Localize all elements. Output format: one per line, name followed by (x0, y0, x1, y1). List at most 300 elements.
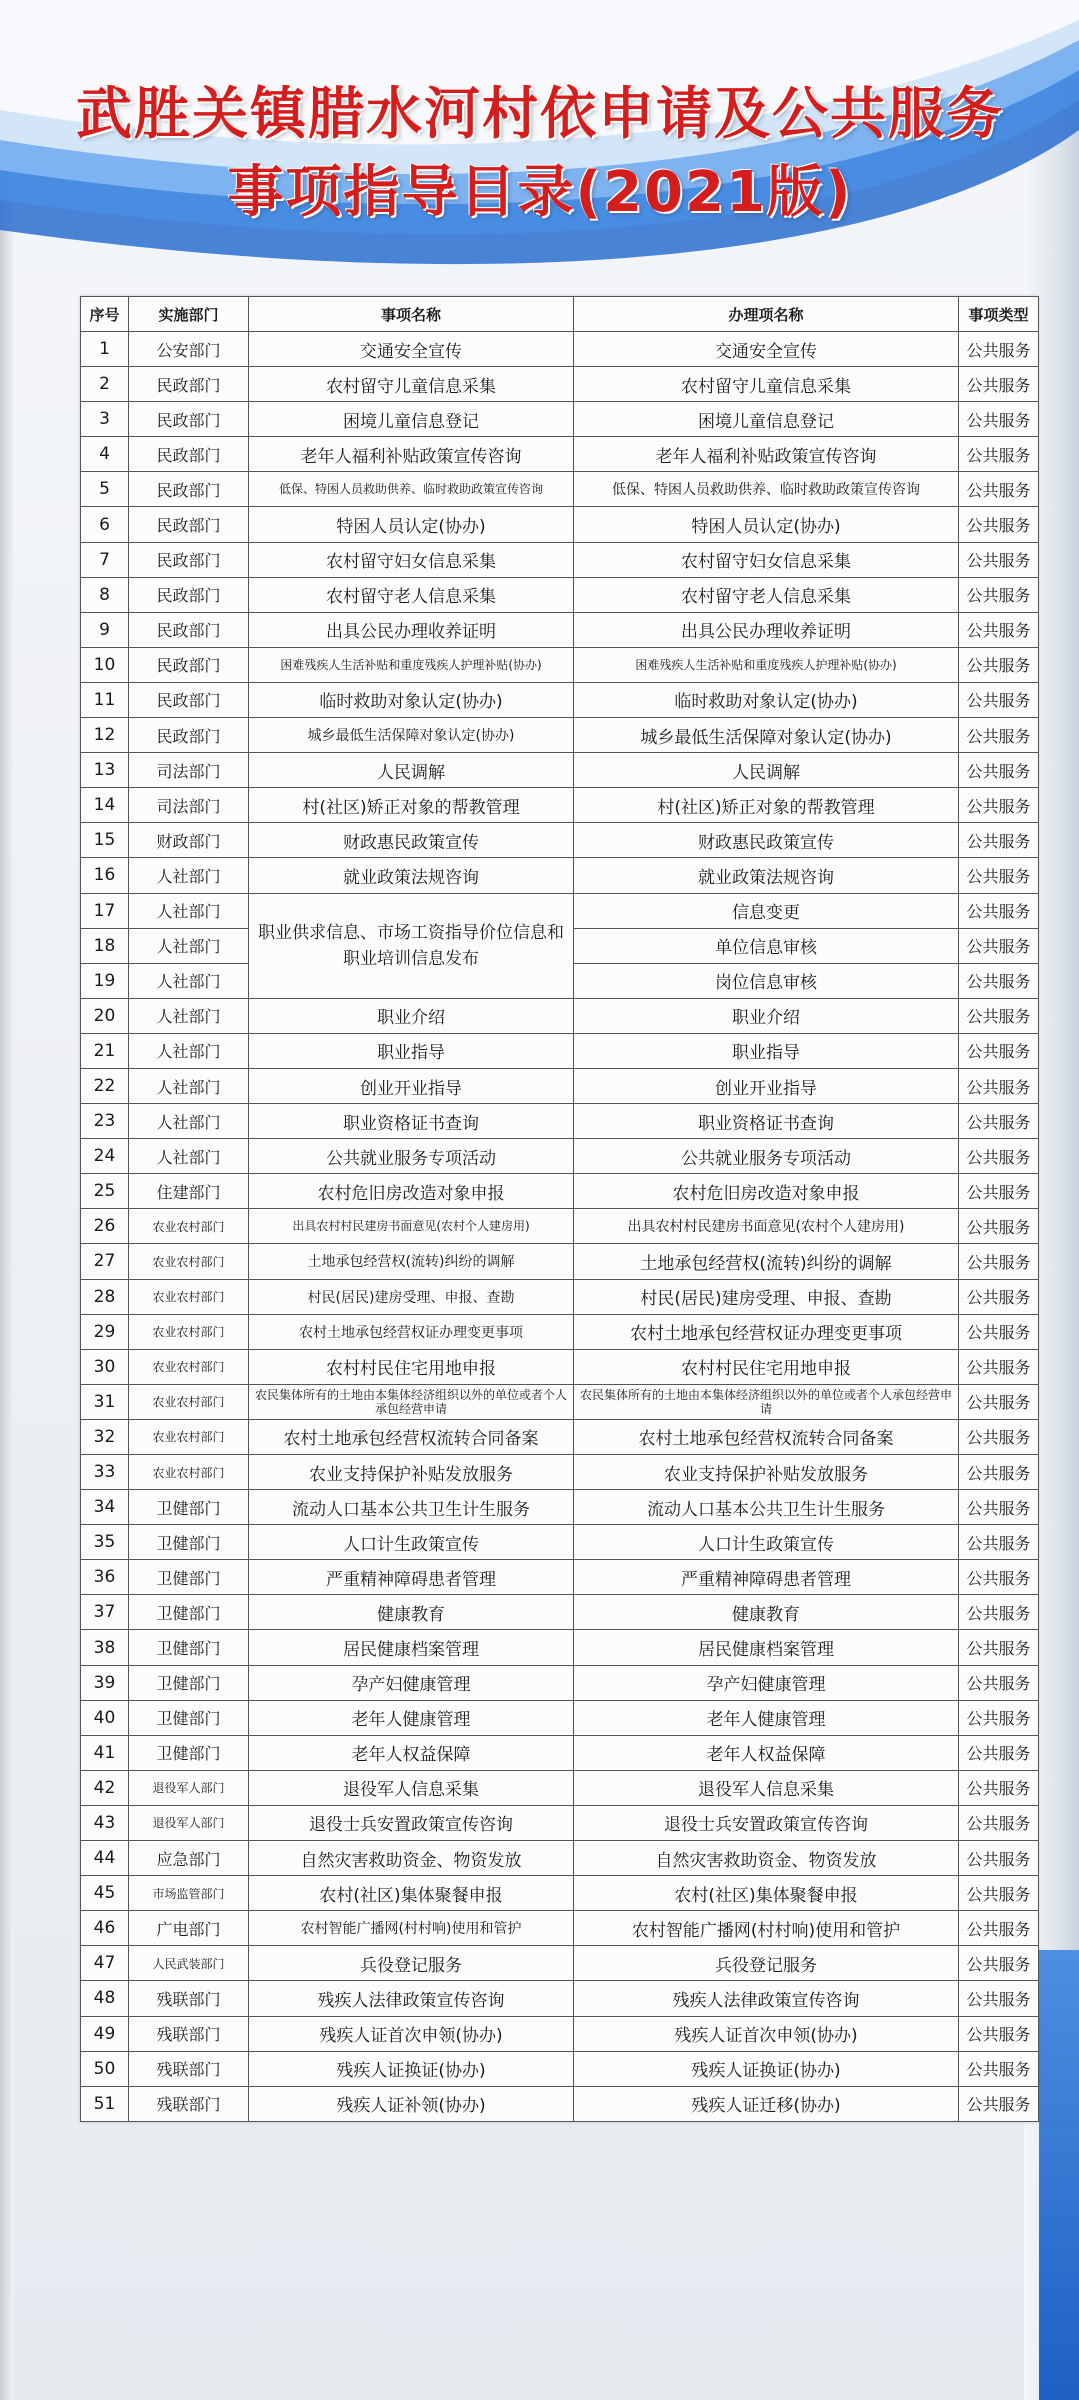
row-item-name: 严重精神障碍患者管理 (249, 1560, 574, 1595)
row-item-name: 创业开业指导 (249, 1068, 574, 1103)
row-type: 公共服务 (959, 472, 1039, 507)
row-department: 民政部门 (129, 647, 249, 682)
row-type: 公共服务 (959, 928, 1039, 963)
header-dept: 实施部门 (129, 297, 249, 332)
row-item-name: 流动人口基本公共卫生计生服务 (249, 1490, 574, 1525)
row-department: 民政部门 (129, 542, 249, 577)
row-department: 退役军人部门 (129, 1805, 249, 1840)
row-number: 23 (81, 1104, 129, 1139)
row-handle-name: 人民调解 (574, 753, 959, 788)
row-department: 广电部门 (129, 1911, 249, 1946)
row-type: 公共服务 (959, 1525, 1039, 1560)
header-item: 事项名称 (249, 297, 574, 332)
row-handle-name: 职业指导 (574, 1033, 959, 1068)
row-number: 20 (81, 998, 129, 1033)
row-department: 人社部门 (129, 1104, 249, 1139)
row-item-name: 困难残疾人生活补贴和重度残疾人护理补贴(协办) (249, 647, 574, 682)
table-row (81, 1174, 1039, 1209)
row-number: 32 (81, 1419, 129, 1454)
row-type: 公共服务 (959, 1314, 1039, 1349)
row-department: 卫健部门 (129, 1700, 249, 1735)
row-department: 财政部门 (129, 823, 249, 858)
row-number: 15 (81, 823, 129, 858)
row-department: 民政部门 (129, 682, 249, 717)
row-number: 46 (81, 1911, 129, 1946)
row-item-name: 农村留守儿童信息采集 (249, 367, 574, 402)
row-type: 公共服务 (959, 1419, 1039, 1454)
row-type: 公共服务 (959, 858, 1039, 893)
table-row (81, 1981, 1039, 2016)
row-type: 公共服务 (959, 1174, 1039, 1209)
row-handle-name: 出具公民办理收养证明 (574, 612, 959, 647)
row-item-name: 退役士兵安置政策宣传咨询 (249, 1805, 574, 1840)
row-item-name: 出具农村村民建房书面意见(农村个人建房用) (249, 1209, 574, 1244)
row-number: 11 (81, 682, 129, 717)
row-item-name: 农业支持保护补贴发放服务 (249, 1455, 574, 1490)
row-item-name: 老年人福利补贴政策宣传咨询 (249, 437, 574, 472)
row-type: 公共服务 (959, 1630, 1039, 1665)
row-handle-name: 职业资格证书查询 (574, 1104, 959, 1139)
row-type: 公共服务 (959, 718, 1039, 753)
row-number: 45 (81, 1876, 129, 1911)
row-department: 公安部门 (129, 332, 249, 367)
row-number: 14 (81, 788, 129, 823)
row-handle-name: 残疾人法律政策宣传咨询 (574, 1981, 959, 2016)
row-item-name: 特困人员认定(协办) (249, 507, 574, 542)
row-department: 残联部门 (129, 2086, 249, 2121)
row-item-name: 农民集体所有的土地由本集体经济组织以外的单位或者个人承包经营申请 (249, 1384, 574, 1419)
row-type: 公共服务 (959, 1139, 1039, 1174)
table-row (81, 1560, 1039, 1595)
banner-left-edge (0, 0, 14, 2400)
row-handle-name: 农村留守妇女信息采集 (574, 542, 959, 577)
row-handle-name: 兵役登记服务 (574, 1946, 959, 1981)
row-department: 人社部门 (129, 928, 249, 963)
row-handle-name: 居民健康档案管理 (574, 1630, 959, 1665)
row-department: 人社部门 (129, 858, 249, 893)
row-number: 49 (81, 2016, 129, 2051)
row-handle-name: 农村(社区)集体聚餐申报 (574, 1876, 959, 1911)
row-type: 公共服务 (959, 1700, 1039, 1735)
service-table (80, 296, 1038, 2122)
table-row (81, 1455, 1039, 1490)
row-type: 公共服务 (959, 1911, 1039, 1946)
row-number: 38 (81, 1630, 129, 1665)
row-type: 公共服务 (959, 402, 1039, 437)
row-handle-name: 严重精神障碍患者管理 (574, 1560, 959, 1595)
row-department: 卫健部门 (129, 1630, 249, 1665)
table-row (81, 1104, 1039, 1139)
row-number: 12 (81, 718, 129, 753)
row-department: 卫健部门 (129, 1525, 249, 1560)
row-handle-name: 农村留守儿童信息采集 (574, 367, 959, 402)
row-number: 4 (81, 437, 129, 472)
row-department: 民政部门 (129, 718, 249, 753)
table-row (81, 2086, 1039, 2121)
row-type: 公共服务 (959, 507, 1039, 542)
row-handle-name: 老年人权益保障 (574, 1735, 959, 1770)
row-number: 27 (81, 1244, 129, 1279)
row-item-name: 农村智能广播网(村村响)使用和管护 (249, 1911, 574, 1946)
row-handle-name: 财政惠民政策宣传 (574, 823, 959, 858)
row-number: 43 (81, 1805, 129, 1840)
row-type: 公共服务 (959, 612, 1039, 647)
row-item-name: 村(社区)矫正对象的帮教管理 (249, 788, 574, 823)
row-type: 公共服务 (959, 823, 1039, 858)
row-handle-name: 临时救助对象认定(协办) (574, 682, 959, 717)
row-department: 住建部门 (129, 1174, 249, 1209)
row-department: 卫健部门 (129, 1735, 249, 1770)
row-department: 民政部门 (129, 577, 249, 612)
row-type: 公共服务 (959, 1735, 1039, 1770)
row-number: 24 (81, 1139, 129, 1174)
row-handle-name: 村民(居民)建房受理、申报、查勘 (574, 1279, 959, 1314)
row-handle-name: 信息变更 (574, 893, 959, 928)
row-number: 51 (81, 2086, 129, 2121)
table-row (81, 1911, 1039, 1946)
row-item-name: 退役军人信息采集 (249, 1770, 574, 1805)
row-type: 公共服务 (959, 1104, 1039, 1139)
row-handle-name: 单位信息审核 (574, 928, 959, 963)
table-row (81, 577, 1039, 612)
row-item-name: 职业介绍 (249, 998, 574, 1033)
row-handle-name: 公共就业服务专项活动 (574, 1139, 959, 1174)
row-handle-name: 土地承包经营权(流转)纠纷的调解 (574, 1244, 959, 1279)
row-type: 公共服务 (959, 1244, 1039, 1279)
row-handle-name: 困难残疾人生活补贴和重度残疾人护理补贴(协办) (574, 647, 959, 682)
row-handle-name: 残疾人证首次申领(协办) (574, 2016, 959, 2051)
row-type: 公共服务 (959, 1068, 1039, 1103)
row-department: 人社部门 (129, 1033, 249, 1068)
row-item-name: 就业政策法规咨询 (249, 858, 574, 893)
table-row (81, 1630, 1039, 1665)
row-handle-name: 城乡最低生活保障对象认定(协办) (574, 718, 959, 753)
table-row (81, 2051, 1039, 2086)
row-type: 公共服务 (959, 1770, 1039, 1805)
row-department: 人社部门 (129, 1139, 249, 1174)
row-item-name: 职业指导 (249, 1033, 574, 1068)
row-type: 公共服务 (959, 1279, 1039, 1314)
table-row (81, 1139, 1039, 1174)
table-row (81, 1279, 1039, 1314)
row-type: 公共服务 (959, 1349, 1039, 1384)
row-number: 16 (81, 858, 129, 893)
row-handle-name: 健康教育 (574, 1595, 959, 1630)
row-department: 卫健部门 (129, 1595, 249, 1630)
row-handle-name: 低保、特困人员救助供养、临时救助政策宣传咨询 (574, 472, 959, 507)
row-department: 民政部门 (129, 367, 249, 402)
row-number: 40 (81, 1700, 129, 1735)
row-handle-name: 流动人口基本公共卫生计生服务 (574, 1490, 959, 1525)
row-number: 36 (81, 1560, 129, 1595)
row-number: 3 (81, 402, 129, 437)
row-number: 50 (81, 2051, 129, 2086)
row-type: 公共服务 (959, 1490, 1039, 1525)
row-item-name: 村民(居民)建房受理、申报、查勘 (249, 1279, 574, 1314)
row-item-name: 农村留守妇女信息采集 (249, 542, 574, 577)
row-number: 8 (81, 577, 129, 612)
table-row (81, 367, 1039, 402)
row-handle-name: 人口计生政策宣传 (574, 1525, 959, 1560)
row-number: 42 (81, 1770, 129, 1805)
row-type: 公共服务 (959, 2051, 1039, 2086)
row-handle-name: 职业介绍 (574, 998, 959, 1033)
row-item-name: 交通安全宣传 (249, 332, 574, 367)
row-number: 48 (81, 1981, 129, 2016)
row-type: 公共服务 (959, 367, 1039, 402)
row-type: 公共服务 (959, 1805, 1039, 1840)
table-row (81, 1876, 1039, 1911)
table-row (81, 1384, 1039, 1419)
row-type: 公共服务 (959, 753, 1039, 788)
row-number: 44 (81, 1841, 129, 1876)
row-item-name: 低保、特困人员救助供养、临时救助政策宣传咨询 (249, 472, 574, 507)
row-type: 公共服务 (959, 647, 1039, 682)
table-body (81, 332, 1039, 2122)
row-department: 残联部门 (129, 2016, 249, 2051)
table-row (81, 893, 1039, 928)
row-department: 农业农村部门 (129, 1419, 249, 1454)
table-row (81, 1735, 1039, 1770)
row-number: 30 (81, 1349, 129, 1384)
row-item-name: 残疾人法律政策宣传咨询 (249, 1981, 574, 2016)
row-type: 公共服务 (959, 1946, 1039, 1981)
table-row (81, 858, 1039, 893)
row-department: 农业农村部门 (129, 1279, 249, 1314)
row-department: 农业农村部门 (129, 1349, 249, 1384)
row-number: 28 (81, 1279, 129, 1314)
row-number: 22 (81, 1068, 129, 1103)
row-number: 19 (81, 963, 129, 998)
table-row (81, 332, 1039, 367)
row-department: 民政部门 (129, 612, 249, 647)
row-item-name: 土地承包经营权(流转)纠纷的调解 (249, 1244, 574, 1279)
row-department: 残联部门 (129, 1981, 249, 2016)
row-item-name: 农村留守老人信息采集 (249, 577, 574, 612)
row-department: 人社部门 (129, 998, 249, 1033)
row-handle-name: 出具农村村民建房书面意见(农村个人建房用) (574, 1209, 959, 1244)
row-department: 民政部门 (129, 402, 249, 437)
row-item-name: 老年人权益保障 (249, 1735, 574, 1770)
row-department: 人社部门 (129, 893, 249, 928)
row-number: 9 (81, 612, 129, 647)
row-number: 41 (81, 1735, 129, 1770)
row-handle-name: 农村留守老人信息采集 (574, 577, 959, 612)
row-type: 公共服务 (959, 542, 1039, 577)
table-row (81, 1209, 1039, 1244)
table-row (81, 542, 1039, 577)
row-department: 人社部门 (129, 1068, 249, 1103)
row-type: 公共服务 (959, 1595, 1039, 1630)
row-item-name: 农村村民住宅用地申报 (249, 1349, 574, 1384)
row-department: 卫健部门 (129, 1665, 249, 1700)
row-department: 民政部门 (129, 472, 249, 507)
row-type: 公共服务 (959, 963, 1039, 998)
row-handle-name: 残疾人证换证(协办) (574, 2051, 959, 2086)
table-row (81, 1314, 1039, 1349)
row-item-name: 自然灾害救助资金、物资发放 (249, 1841, 574, 1876)
table-row (81, 753, 1039, 788)
row-handle-name: 村(社区)矫正对象的帮教管理 (574, 788, 959, 823)
row-number: 2 (81, 367, 129, 402)
row-handle-name: 交通安全宣传 (574, 332, 959, 367)
row-type: 公共服务 (959, 1455, 1039, 1490)
table-row (81, 1841, 1039, 1876)
table-row (81, 1946, 1039, 1981)
row-item-name: 老年人健康管理 (249, 1700, 574, 1735)
row-item-name: 居民健康档案管理 (249, 1630, 574, 1665)
row-item-name: 农村土地承包经营权证办理变更事项 (249, 1314, 574, 1349)
table-row (81, 1525, 1039, 1560)
table-row (81, 612, 1039, 647)
table-row (81, 1770, 1039, 1805)
row-handle-name: 创业开业指导 (574, 1068, 959, 1103)
row-item-name: 兵役登记服务 (249, 1946, 574, 1981)
row-number: 1 (81, 332, 129, 367)
row-number: 31 (81, 1384, 129, 1419)
row-handle-name: 自然灾害救助资金、物资发放 (574, 1841, 959, 1876)
row-item-name: 职业供求信息、市场工资指导价位信息和职业培训信息发布 (249, 893, 574, 998)
row-item-name: 健康教育 (249, 1595, 574, 1630)
row-department: 农业农村部门 (129, 1314, 249, 1349)
row-item-name: 出具公民办理收养证明 (249, 612, 574, 647)
row-department: 卫健部门 (129, 1560, 249, 1595)
row-handle-name: 农村危旧房改造对象申报 (574, 1174, 959, 1209)
row-number: 7 (81, 542, 129, 577)
page-title-line1: 武胜关镇腊水河村依申请及公共服务 (76, 82, 1004, 147)
row-handle-name: 老年人福利补贴政策宣传咨询 (574, 437, 959, 472)
row-number: 35 (81, 1525, 129, 1560)
row-type: 公共服务 (959, 2016, 1039, 2051)
row-department: 民政部门 (129, 507, 249, 542)
row-handle-name: 孕产妇健康管理 (574, 1665, 959, 1700)
table-row (81, 1244, 1039, 1279)
row-number: 29 (81, 1314, 129, 1349)
table-row (81, 1419, 1039, 1454)
row-number: 6 (81, 507, 129, 542)
table-row (81, 647, 1039, 682)
row-number: 34 (81, 1490, 129, 1525)
row-department: 农业农村部门 (129, 1384, 249, 1419)
row-number: 21 (81, 1033, 129, 1068)
row-type: 公共服务 (959, 788, 1039, 823)
row-item-name: 临时救助对象认定(协办) (249, 682, 574, 717)
row-item-name: 孕产妇健康管理 (249, 1665, 574, 1700)
row-number: 47 (81, 1946, 129, 1981)
table-row (81, 1700, 1039, 1735)
row-item-name: 农村土地承包经营权流转合同备案 (249, 1419, 574, 1454)
table-row (81, 507, 1039, 542)
row-type: 公共服务 (959, 2086, 1039, 2121)
row-number: 33 (81, 1455, 129, 1490)
row-number: 13 (81, 753, 129, 788)
row-department: 农业农村部门 (129, 1455, 249, 1490)
row-type: 公共服务 (959, 682, 1039, 717)
table-row (81, 682, 1039, 717)
row-department: 应急部门 (129, 1841, 249, 1876)
row-department: 市场监管部门 (129, 1876, 249, 1911)
row-number: 17 (81, 893, 129, 928)
row-number: 18 (81, 928, 129, 963)
row-department: 退役军人部门 (129, 1770, 249, 1805)
row-type: 公共服务 (959, 577, 1039, 612)
row-item-name: 职业资格证书查询 (249, 1104, 574, 1139)
row-type: 公共服务 (959, 1981, 1039, 2016)
row-type: 公共服务 (959, 1033, 1039, 1068)
row-number: 37 (81, 1595, 129, 1630)
table-row (81, 1033, 1039, 1068)
table-row (81, 1665, 1039, 1700)
row-item-name: 公共就业服务专项活动 (249, 1139, 574, 1174)
row-item-name: 人口计生政策宣传 (249, 1525, 574, 1560)
table-row (81, 1068, 1039, 1103)
row-handle-name: 就业政策法规咨询 (574, 858, 959, 893)
table-row (81, 2016, 1039, 2051)
row-item-name: 残疾人证补领(协办) (249, 2086, 574, 2121)
header-handle: 办理项名称 (574, 297, 959, 332)
row-number: 26 (81, 1209, 129, 1244)
row-type: 公共服务 (959, 437, 1039, 472)
row-number: 5 (81, 472, 129, 507)
row-department: 残联部门 (129, 2051, 249, 2086)
row-item-name: 人民调解 (249, 753, 574, 788)
row-department: 农业农村部门 (129, 1209, 249, 1244)
row-number: 25 (81, 1174, 129, 1209)
row-handle-name: 退役军人信息采集 (574, 1770, 959, 1805)
row-handle-name: 岗位信息审核 (574, 963, 959, 998)
row-item-name: 农村(社区)集体聚餐申报 (249, 1876, 574, 1911)
row-handle-name: 老年人健康管理 (574, 1700, 959, 1735)
row-handle-name: 农村土地承包经营权流转合同备案 (574, 1419, 959, 1454)
table-row (81, 788, 1039, 823)
table-row (81, 998, 1039, 1033)
table-row (81, 1595, 1039, 1630)
row-department: 卫健部门 (129, 1490, 249, 1525)
row-type: 公共服务 (959, 998, 1039, 1033)
row-item-name: 农村危旧房改造对象申报 (249, 1174, 574, 1209)
row-handle-name: 农村土地承包经营权证办理变更事项 (574, 1314, 959, 1349)
row-department: 司法部门 (129, 788, 249, 823)
row-number: 39 (81, 1665, 129, 1700)
table-row (81, 1349, 1039, 1384)
table-row (81, 437, 1039, 472)
row-item-name: 残疾人证换证(协办) (249, 2051, 574, 2086)
row-department: 民政部门 (129, 437, 249, 472)
table-header-row (81, 297, 1039, 332)
row-type: 公共服务 (959, 332, 1039, 367)
row-handle-name: 农村村民住宅用地申报 (574, 1349, 959, 1384)
row-type: 公共服务 (959, 1384, 1039, 1419)
banner-blue-corner (1039, 1950, 1079, 2400)
row-type: 公共服务 (959, 1665, 1039, 1700)
row-item-name: 财政惠民政策宣传 (249, 823, 574, 858)
header-type: 事项类型 (959, 297, 1039, 332)
row-type: 公共服务 (959, 1560, 1039, 1595)
row-type: 公共服务 (959, 893, 1039, 928)
row-handle-name: 农村智能广播网(村村响)使用和管护 (574, 1911, 959, 1946)
table-row (81, 1490, 1039, 1525)
table-row (81, 472, 1039, 507)
row-handle-name: 农业支持保护补贴发放服务 (574, 1455, 959, 1490)
table-row (81, 823, 1039, 858)
row-handle-name: 退役士兵安置政策宣传咨询 (574, 1805, 959, 1840)
row-handle-name: 农民集体所有的土地由本集体经济组织以外的单位或者个人承包经营申请 (574, 1384, 959, 1419)
table-row (81, 718, 1039, 753)
row-number: 10 (81, 647, 129, 682)
row-item-name: 城乡最低生活保障对象认定(协办) (249, 718, 574, 753)
row-type: 公共服务 (959, 1841, 1039, 1876)
row-handle-name: 特困人员认定(协办) (574, 507, 959, 542)
